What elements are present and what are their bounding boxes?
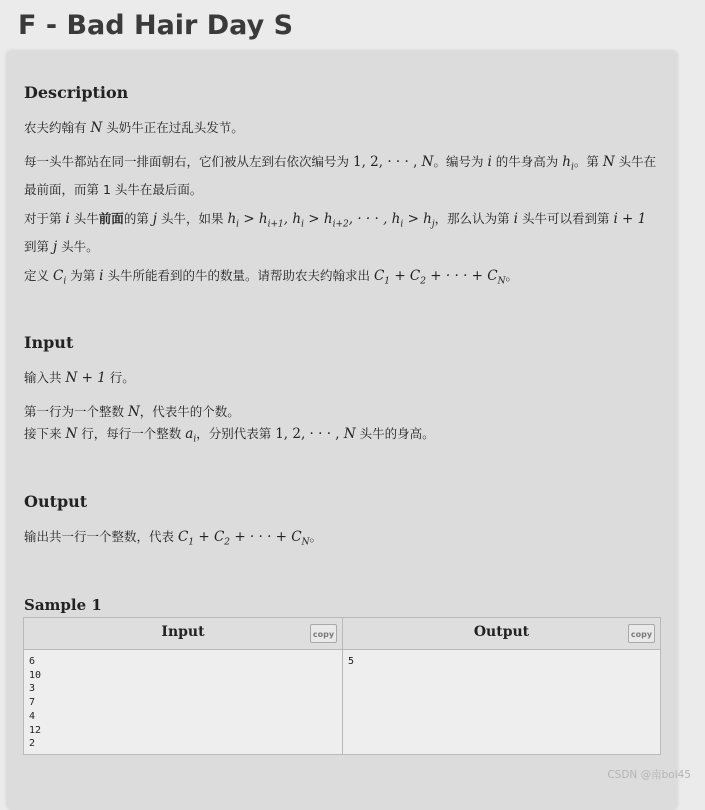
description-paragraph-4: [24, 265, 664, 293]
text: 的第: [123, 211, 153, 226]
output-section: [24, 492, 664, 511]
math-a: a: [185, 426, 194, 442]
text: 头牛可以看到第: [517, 211, 614, 226]
math-N: N: [65, 426, 78, 442]
input-paragraph-1: [24, 367, 664, 389]
text: 输出共一行一个整数，代表: [24, 529, 178, 544]
math-sum: $C_1 + C_2$ + · · · + $C_N$: [177, 529, 310, 548]
math-j: j: [52, 238, 58, 255]
description-section: [24, 83, 664, 102]
text: ，代表牛的个数。: [139, 404, 240, 419]
math-inequality: $h_i > h_{i+1}$, $h_i > h_{i+2}$, · · · , $h_i > h_j$: [227, 211, 435, 230]
copy-input-button[interactable]: copy: [310, 624, 337, 643]
text: 对于第: [24, 211, 66, 226]
math-sub: i: [63, 276, 67, 287]
output-paragraph-1: [24, 526, 664, 554]
sample-input-body: 6 10 3 7 4 12 2: [29, 656, 42, 750]
text: 接下来: [24, 426, 66, 441]
text: 输入共: [24, 370, 66, 385]
text: 最前面，而第 1 头牛在最后面。: [24, 181, 203, 197]
math-i: i: [99, 268, 104, 284]
math-h: h: [562, 154, 571, 170]
text: ，那么认为第: [434, 211, 514, 226]
math-N: N: [602, 154, 615, 170]
math-j: j: [152, 211, 157, 227]
text: 。编号为: [433, 154, 488, 169]
math-N: N: [127, 404, 140, 420]
text: 头牛: [69, 211, 99, 226]
text: 头牛的身高。: [355, 426, 435, 441]
math-N-plus-1: N + 1: [65, 370, 106, 386]
sample-output-header-label: Output: [473, 624, 530, 640]
text: 头奶牛正在过乱头发节。: [102, 120, 244, 135]
watermark: CSDN @南bol45: [607, 769, 691, 781]
math-seq: 1, 2, · · · ,: [352, 154, 422, 170]
sample-title: Sample 1: [24, 596, 102, 614]
text: 。: [309, 529, 323, 544]
text: 头牛，如果: [156, 211, 228, 226]
page-title: F - Bad Hair Day S: [18, 10, 294, 41]
description-paragraph-2: [24, 151, 664, 201]
math-i: i: [65, 211, 70, 227]
text: 农夫约翰有: [24, 120, 91, 135]
sample-table: [23, 617, 661, 755]
math-C: C: [52, 268, 64, 284]
sample-output-body: 5: [348, 656, 355, 667]
text: 头牛。: [57, 238, 99, 254]
math-i-plus-1: i + 1: [613, 211, 647, 227]
math-N: N: [90, 120, 103, 136]
text: 的牛身高为: [491, 154, 563, 169]
input-heading: Input: [24, 333, 74, 352]
math-N: N: [343, 426, 356, 442]
text: 第一行为一个整数: [24, 404, 128, 419]
math-i: i: [487, 154, 492, 170]
text: 头牛所能看到的牛的数量。请帮助农夫约翰求出: [103, 268, 374, 283]
description-heading: Description: [24, 83, 129, 102]
text: 行，每行一个整数: [77, 426, 186, 441]
text: 为第: [66, 268, 100, 283]
description-paragraph-3: [24, 208, 664, 258]
math-N: N: [421, 154, 434, 170]
text: 每一头牛都站在同一排面朝右，它们被从左到右依次编号为: [24, 154, 353, 169]
math-sub: i: [570, 162, 574, 173]
text: 定义: [24, 268, 53, 283]
text: 头牛在: [614, 154, 657, 169]
copy-output-button[interactable]: copy: [628, 624, 655, 643]
text: 。第: [573, 154, 603, 169]
input-section: [24, 333, 664, 352]
math-sum: $C_1 + C_2$ + · · · + $C_N$: [373, 268, 506, 287]
sample-output-column: [343, 618, 660, 754]
input-paragraph-2: [24, 401, 664, 451]
math-sub: i: [193, 434, 197, 445]
math-seq: 1, 2, · · · ,: [275, 426, 344, 442]
output-heading: Output: [24, 492, 88, 511]
text: 到第: [24, 238, 53, 254]
sample-input-header: [24, 618, 342, 650]
text: ，分别代表第: [196, 426, 276, 441]
sample-output-header: [343, 618, 660, 650]
description-paragraph-1: [24, 117, 664, 139]
math-i: i: [513, 211, 518, 227]
bold-text: 前面: [98, 211, 124, 226]
text: 行。: [105, 370, 135, 385]
sample-input-header-label: Input: [161, 624, 205, 640]
text: 。: [505, 268, 518, 283]
sample-input-column: [24, 618, 343, 754]
